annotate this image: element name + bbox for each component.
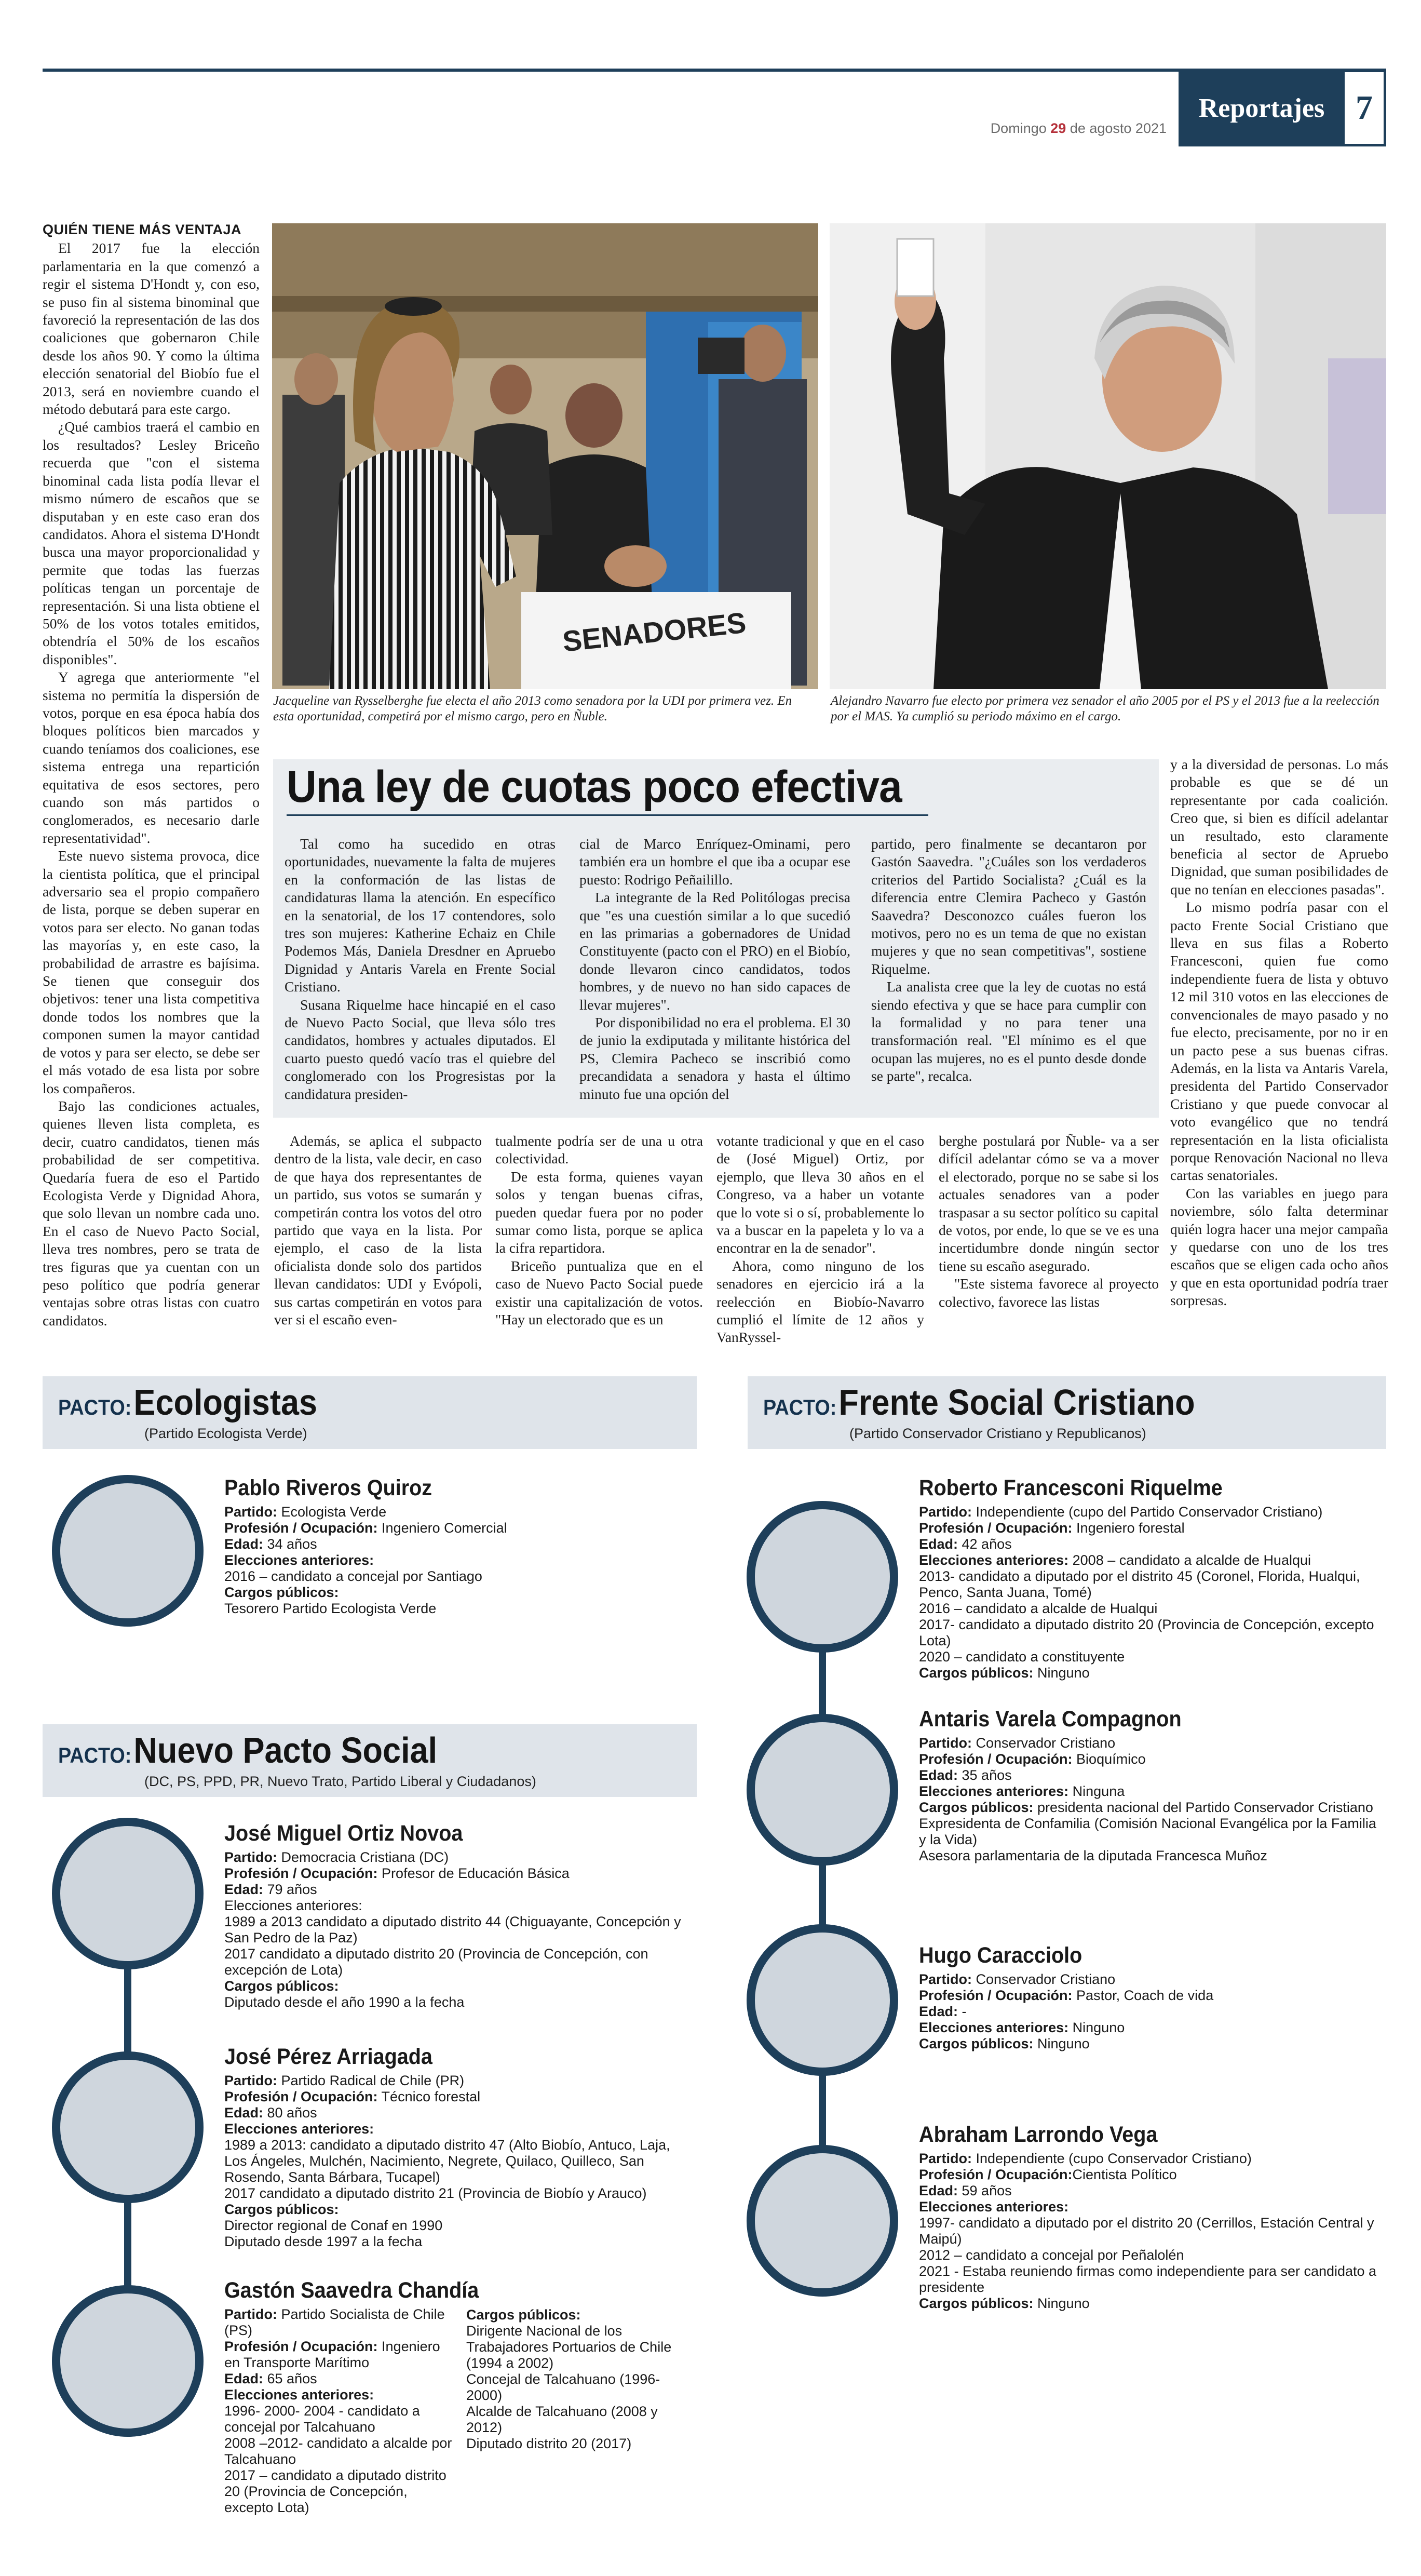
avatar-roberto-francesconi — [747, 1501, 898, 1653]
candidate-detail-key: Elecciones anteriores: — [224, 2387, 374, 2403]
left-column-kicker: QUIÉN TIENE MÁS VENTAJA — [43, 222, 242, 237]
candidate-detail-line — [224, 2185, 681, 2202]
candidate-detail-line — [919, 1783, 1386, 1800]
lower-col-3 — [716, 1132, 924, 1347]
pact-ecologistas-label: PACTO: — [58, 1395, 132, 1419]
candidate-name: Roberto Francesconi Riquelme — [919, 1475, 1223, 1500]
candidate-detail-key: Profesión / Ocupación: — [224, 1866, 378, 1881]
candidate-detail-line — [224, 2202, 681, 2218]
candidate-detail-value: Técnico forestal — [377, 2089, 481, 2104]
sidebar-box-title: Una ley de cuotas poco efectiva — [287, 762, 902, 812]
candidate-hugo-caracciolo — [919, 1942, 1386, 2052]
candidate-detail-key: Profesión / Ocupación: — [919, 1751, 1073, 1767]
candidate-detail-key: Elecciones anteriores: — [224, 2121, 374, 2137]
candidate-detail-value: Ninguno — [1033, 1665, 1090, 1681]
candidate-detail-line — [919, 1649, 1386, 1665]
candidate-detail-line — [919, 1735, 1386, 1751]
candidate-detail-value: Conservador Cristiano — [972, 1971, 1116, 1987]
candidate-detail-line — [919, 1520, 1386, 1536]
lower-column-paragraph: Ahora, como ninguno de los senadores en ejercicio irá a la reelección en Biobío-Navarro cumplió el límite de 12 años y VanRyssel- — [716, 1257, 924, 1346]
candidate-detail-value: 2017 – candidato a diputado distrito 20 (Provincia de Concepción, excepto Lota) — [224, 2467, 446, 2515]
candidate-detail-value: 2016 – candidato a alcalde de Hualqui — [919, 1601, 1158, 1616]
candidate-detail-line — [919, 1848, 1386, 1864]
candidate-detail-value: Dirigente Nacional de los Trabajadores Portuarios de Chile (1994 a 2002) — [466, 2323, 672, 2371]
candidate-detail-line — [224, 2137, 681, 2185]
candidate-detail-line — [466, 2436, 695, 2452]
candidate-detail-value: 1997- candidato a diputado por el distrito 20 (Cerrillos, Estación Central y Maipú) — [919, 2215, 1374, 2247]
candidate-detail-line — [919, 1816, 1386, 1848]
candidate-detail-key: Cargos públicos: — [466, 2307, 581, 2323]
sidebar-box-col-3 — [871, 835, 1146, 1085]
candidate-detail-value: Expresidenta de Confamilia (Comisión Nacional Evangélica por la Familia y la Vida) — [919, 1816, 1376, 1847]
candidate-detail-value: Independiente (cupo del Partido Conservador Cristiano) — [972, 1504, 1323, 1520]
lower-col-2 — [495, 1132, 703, 1329]
candidate-detail-line — [919, 2296, 1386, 2312]
candidate-detail-line — [224, 1568, 692, 1585]
sidebar-box-paragraph: Susana Riquelme hace hincapié en el caso de Nuevo Pacto Social, que lleva sólo tres candidatos, hombres y actuales diputados. El cuarto puesto quedó vacío tras el quiebre del conglomerado con los Progresistas por la candidatura presiden- — [285, 996, 556, 1102]
sidebar-box-paragraph: partido, pero finalmente se decantaron por Gastón Saavedra. "¿Cuáles son los verdaderos criterios del Partido Socialista? ¿Cuál es la diferencia entre Clemira Pacheco y Gastón Saavedra? Desconozco cuáles fueron los motivos, pero no es un tema de que no existan mujeres y que no sean competitivas", sostiene Riquelme. — [871, 836, 1146, 977]
candidate-detail-key: Elecciones anteriores: — [919, 2199, 1069, 2215]
candidate-detail-value: Ninguna — [1068, 1783, 1125, 1799]
candidate-detail-key: Edad: — [919, 2183, 958, 2198]
right-column — [1170, 756, 1388, 1310]
candidate-detail-line — [224, 2089, 681, 2105]
candidate-abraham-larrondo — [919, 2122, 1386, 2312]
pact-ecologistas-title — [58, 1381, 317, 1423]
sidebar-box-col-2 — [579, 835, 850, 1103]
candidate-detail-line — [919, 2151, 1386, 2167]
left-column-paragraph: El 2017 fue la elección parlamentaria en la que comenzó a regir el sistema D'Hondt y, con eso, se puso fin al sistema binominal que favoreció la representación de las dos coaliciones que gobernaron Chile desde los años 90. Y como la última elección senatorial del Biobío fue el 2013, será en noviembre cuando el método debutará para este cargo. — [43, 240, 260, 418]
candidate-detail-line — [919, 1800, 1386, 1816]
candidate-detail-key: Profesión / Ocupación: — [224, 2089, 378, 2104]
pact-ecologistas-name: Ecologistas — [133, 1382, 318, 1423]
candidate-name: José Miguel Ortiz Novoa — [224, 1821, 463, 1846]
candidate-name: Antaris Varela Compagnon — [919, 1707, 1182, 1732]
issue-date: Domingo 29 de agosto 2021 — [990, 120, 1167, 136]
lower-col-1 — [274, 1132, 482, 1329]
candidate-detail-line — [919, 2263, 1386, 2296]
candidate-detail-value: Ingeniero Comercial — [377, 1520, 507, 1536]
candidate-detail-value: Ninguno — [1068, 2020, 1125, 2035]
candidate-detail-value: 2017 candidato a diputado distrito 21 (Provincia de Biobío y Arauco) — [224, 2185, 647, 2201]
lower-col-4 — [939, 1132, 1159, 1311]
candidate-detail-value: 2017 candidato a diputado distrito 20 (Provincia de Concepción, con excepción de Lota) — [224, 1946, 648, 1978]
candidate-detail-value: Concejal de Talcahuano (1996-2000) — [466, 2371, 660, 2403]
candidate-detail-key: Partido: — [919, 2151, 972, 2166]
candidate-detail-line — [919, 1504, 1386, 1520]
candidate-detail-value: Asesora parlamentaria de la diputada Francesca Muñoz — [919, 1848, 1267, 1863]
candidate-detail-line — [224, 1946, 681, 1978]
candidate-detail-line — [466, 2371, 695, 2404]
candidate-detail-line — [919, 2247, 1386, 2263]
pact-ecologistas-sub: (Partido Ecologista Verde) — [144, 1426, 307, 1441]
lower-col-1-text: Además, se aplica el subpacto dentro de la lista, vale decir, en caso de que haya dos representantes de un partido, sus votos se sumarán y competirán contra los votos del otro partido que vaya en la lista. Por ejemplo, el caso de la lista oficialista donde solo dos partidos llevan candidatos: UDI y Evópoli, sus cartas competirán en votos para ver si el escaño even- — [274, 1133, 482, 1328]
candidate-detail-line — [224, 1978, 681, 1994]
candidate-detail-value: Diputado desde 1997 a la fecha — [224, 2234, 423, 2249]
left-column-paragraph: Este nuevo sistema provoca, dice la cientista política, que el principal adversario sea el propio compañero de lista, porque se deben superar en votos para ser electo. No ganan todas las mayorías y, en este caso, la probabilidad de arrastre es bajísima. Se tienen que conseguir dos objetivos: tener una lista competitiva donde todos los nombres que la componen sumen la mayor cantidad de votos y para ser electo, se debe ser el más votado de esa lista por sobre los compañeros. — [43, 848, 260, 1096]
photo-van-rysselberghe-graphic — [272, 223, 818, 689]
candidate-detail-value: 2021 - Estaba reuniendo firmas como independiente para ser candidato a presidente — [919, 2263, 1377, 2295]
candidate-detail-line — [224, 2234, 681, 2250]
candidate-detail-key: Partido: — [224, 2306, 278, 2322]
candidate-detail-line — [224, 1536, 692, 1552]
pact-frente-label: PACTO: — [763, 1395, 837, 1419]
candidate-detail-line — [919, 2199, 1386, 2215]
candidate-detail-value: 59 años — [958, 2183, 1012, 2198]
candidate-detail-key: Partido: — [919, 1504, 972, 1520]
candidate-detail-value: Bioquímico — [1072, 1751, 1146, 1767]
candidate-detail-key: Cargos públicos: — [224, 2202, 339, 2217]
candidate-detail-key: Profesión / Ocupación: — [224, 1520, 378, 1536]
photo-van-rysselberghe-caption: Jacqueline van Rysselberghe fue electa el año 2013 como senadora por la UDI por primera vez. En esta oportunidad, competirá por el mismo cargo, pero en Ñuble. — [273, 694, 792, 723]
pact-nuevo-label: PACTO: — [58, 1743, 132, 1767]
candidate-detail-key: Elecciones anteriores: — [919, 2020, 1069, 2035]
candidate-detail-line — [224, 2073, 681, 2089]
candidate-detail-line — [224, 2218, 681, 2234]
left-column-paragraph: ¿Qué cambios traerá el cambio en los resultados? Lesley Briceño recuerda que "con el sistema binominal cada lista podía llevar el mismo número de escaños que se disputaban y en este caso eran dos candidatos. Ahora el sistema D'Hondt busca una mayor proporcionalidad y permite que todas las fuerzas políticas tengan un porcentaje de representación. Si una lista obtiene el 50% de los votos totales emitidos, obtendría el 50% de los escaños disponibles". — [43, 419, 260, 667]
candidate-antaris-varela — [919, 1706, 1386, 1864]
section-label: Reportajes — [1179, 70, 1345, 146]
candidate-detail-line — [224, 2105, 681, 2121]
candidate-detail-line — [919, 1568, 1386, 1601]
candidate-roberto-francesconi — [919, 1475, 1386, 1681]
candidate-detail-value: 35 años — [958, 1767, 1012, 1783]
candidate-detail-line — [224, 1882, 681, 1898]
candidate-detail-value: Director regional de Conaf en 1990 — [224, 2218, 443, 2233]
candidate-detail-line — [224, 1585, 692, 1601]
sidebar-box-paragraph: La analista cree que la ley de cuotas no está siendo efectiva y que se hace para cumplir con la formalidad y no para tener una transformación real. "El mínimo es el que ocupan las mujeres, no es el punto desde donde se parte", recalca. — [871, 978, 1146, 1084]
lower-column-paragraph: Briceño puntualiza que en el caso de Nuevo Pacto Social puede existir una capitalización de votos. "Hay un electorado que es un — [495, 1257, 703, 1328]
photo-van-rysselberghe — [272, 223, 818, 689]
candidate-detail-value: Tesorero Partido Ecologista Verde — [224, 1601, 437, 1616]
avatar-hugo-caracciolo — [747, 1924, 898, 2076]
candidate-detail-value: - — [958, 2004, 967, 2019]
candidate-detail-value: 2012 – candidato a concejal por Peñalolén — [919, 2247, 1184, 2263]
candidate-detail-key: Cargos públicos: — [224, 1978, 339, 1994]
candidate-detail-value: 42 años — [958, 1536, 1012, 1552]
candidate-detail-line — [224, 2371, 453, 2387]
candidate-detail-value: 80 años — [263, 2105, 317, 2121]
candidate-detail-value: Partido Socialista de Chile (PS) — [224, 2306, 445, 2338]
candidate-detail-value: 1996- 2000- 2004 - candidato a concejal por Talcahuano — [224, 2403, 420, 2435]
candidate-detail-line — [466, 2307, 695, 2323]
lower-column-paragraph: berghe postulará por Ñuble- va a ser difícil adelantar cómo se va a mover el electorado, porque no se sabe si los actuales senadores van a poder traspasar a su sector político su capital de votos, por ende, lo que se ve es una incertidumbre donde ningún sector tiene su escaño asegurado. — [939, 1133, 1159, 1274]
candidate-detail-line — [224, 2387, 453, 2403]
candidate-detail-value: Ninguno — [1033, 2296, 1090, 2311]
candidate-detail-line — [224, 1601, 692, 1617]
candidate-detail-line — [224, 2403, 453, 2435]
candidate-name: Hugo Caracciolo — [919, 1943, 1082, 1968]
candidate-detail-key: Cargos públicos: — [919, 2296, 1034, 2311]
photo-navarro — [830, 223, 1386, 689]
candidate-detail-key: Edad: — [224, 2105, 264, 2121]
page-number: 7 — [1345, 70, 1386, 146]
lower-column-paragraph: De esta forma, quienes vayan solos y tengan buenas cifras, pueden quedar fuera por no poder sumar como lista, porque se aplica la cifra repartidora. — [495, 1168, 703, 1256]
avatar-gaston-saavedra — [52, 2285, 204, 2437]
candidate-detail-value: 2008 –2012- candidato a alcalde por Talcahuano — [224, 2435, 452, 2467]
candidate-detail-line — [919, 2036, 1386, 2052]
candidate-detail-key: Cargos públicos: — [919, 1800, 1034, 1815]
sidebar-box-paragraph: La integrante de la Red Politólogas precisa que "es una cuestión similar a lo que sucedió en las primarias a gobernadores de Unidad Constituyente (pacto con el PRO) en el Biobío, donde llevaron cinco candidatos, todos hombres, y de nuevo no han sido capaces de llevar mujeres". — [579, 889, 850, 1013]
candidate-detail-key: Partido: — [919, 1971, 972, 1987]
photo-navarro-caption: Alejandro Navarro fue electo por primera vez senador el año 2005 por el PS y el 2013 fue a la reelección por el MAS. Ya cumplió su periodo máximo en el cargo. — [831, 694, 1379, 723]
candidate-name: José Pérez Arriagada — [224, 2044, 432, 2069]
candidate-detail-line — [466, 2404, 695, 2436]
candidate-name: Pablo Riveros Quiroz — [224, 1475, 432, 1500]
candidate-name: Abraham Larrondo Vega — [919, 2122, 1158, 2147]
candidate-detail-value: Ninguno — [1033, 2036, 1090, 2051]
avatar-antaris-varela — [747, 1714, 898, 1866]
candidate-detail-key: Partido: — [224, 1504, 278, 1520]
pact-frente-sub: (Partido Conservador Cristiano y Republicanos) — [849, 1426, 1146, 1441]
sidebar-box-paragraph: Por disponibilidad no era el problema. El 30 de junio la exdiputada y militante histórica del PS, Clemira Pacheco se inscribió como precandidata a senadora y hasta el último minuto fue una opción del — [579, 1014, 850, 1102]
candidate-detail-value: Diputado desde el año 1990 a la fecha — [224, 1994, 465, 2010]
candidate-detail-value: 1989 a 2013 candidato a diputado distrito 44 (Chiguayante, Concepción y San Pedro de la Paz) — [224, 1914, 681, 1946]
candidate-detail-key: Edad: — [919, 1536, 958, 1552]
candidate-detail-key: Edad: — [919, 1767, 958, 1783]
candidate-detail-line — [919, 2167, 1386, 2183]
candidate-detail-line — [919, 2004, 1386, 2020]
sidebar-box-paragraph: cial de Marco Enríquez-Ominami, pero también era un hombre el que iba a ocupar ese puesto: Rodrigo Peñailillo. — [579, 836, 850, 888]
candidate-detail-key: Profesión / Ocupación: — [224, 2339, 378, 2354]
avatar-abraham-larrondo — [747, 2145, 898, 2297]
candidate-detail-line — [919, 1552, 1386, 1568]
candidate-detail-value: Alcalde de Talcahuano (2008 y 2012) — [466, 2404, 658, 2435]
candidate-name: Gastón Saavedra Chandía — [224, 2278, 479, 2303]
candidate-detail-value: 65 años — [263, 2371, 317, 2386]
candidate-detail-line — [224, 1914, 681, 1946]
candidate-detail-key: Partido: — [224, 2073, 278, 2088]
sidebar-box-title-rule — [287, 814, 928, 816]
candidate-detail-key: Partido: — [224, 1849, 278, 1865]
candidate-detail-value: Ingeniero en Transporte Marítimo — [224, 2339, 440, 2370]
left-column — [43, 221, 260, 1330]
candidate-detail-line — [224, 1520, 692, 1536]
candidate-detail-line — [919, 2020, 1386, 2036]
candidate-detail-value: Ecologista Verde — [277, 1504, 387, 1520]
right-column-paragraph: y a la diversidad de personas. Lo más probable es que se dé un representante por cada coalición. Creo que, si bien es difícil adelantar un resultado, esto claramente beneficia al sector de Apruebo Dignidad, que suman posibilidades de que no tenían en elecciones pasadas". — [1170, 756, 1388, 897]
candidate-detail-value: Independiente (cupo Conservador Cristiano) — [972, 2151, 1252, 2166]
candidate-detail-key: Profesión / Ocupación: — [919, 2167, 1073, 2182]
candidate-jose-perez — [224, 2044, 681, 2250]
candidate-detail-line — [224, 1866, 681, 1882]
candidate-detail-line — [919, 2183, 1386, 2199]
pact-nuevo-title — [58, 1729, 437, 1771]
candidate-detail-line — [224, 1849, 681, 1866]
candidate-detail-line — [919, 1601, 1386, 1617]
candidate-detail-line — [224, 2435, 453, 2467]
candidate-detail-value: 79 años — [263, 1882, 317, 1897]
pact-nuevo-name: Nuevo Pacto Social — [133, 1730, 438, 1770]
right-column-paragraph: Con las variables en juego para noviembre, sólo falta determinar quién logra hacer una mejor campaña y quedarse con uno de los tres escaños que se eligen cada ocho años y que en esta oportunidad podría traer sorpresas. — [1170, 1185, 1388, 1309]
candidate-detail-line — [466, 2323, 695, 2371]
candidate-detail-line — [224, 2467, 453, 2516]
candidate-detail-key: Partido: — [919, 1735, 972, 1751]
candidate-detail-key: Elecciones anteriores: — [919, 1783, 1069, 1799]
candidate-detail-value: 34 años — [263, 1536, 317, 1552]
pact-frente-title — [763, 1381, 1195, 1423]
candidate-detail-value: Democracia Cristiana (DC) — [277, 1849, 449, 1865]
avatar-pablo-riveros — [52, 1475, 204, 1627]
candidate-detail-line — [224, 2306, 453, 2339]
candidate-detail-value: 2008 – candidato a alcalde de Hualqui — [1068, 1552, 1311, 1568]
lower-column-paragraph: votante tradicional y que en el caso de (José Miguel) Ortiz, por ejemplo, que lleva 30 años en el Congreso, va a haber un votante que lo vote si o sí, probablemente lo va a buscar en la papeleta y lo va a encontrar en la de senador". — [716, 1133, 924, 1256]
candidate-detail-key: Cargos públicos: — [224, 1585, 339, 1600]
candidate-detail-key: Profesión / Ocupación: — [919, 1520, 1073, 1536]
candidate-gaston-saavedra-cargos — [466, 2307, 695, 2452]
photo-navarro-graphic — [830, 223, 1386, 689]
candidate-detail-line — [919, 1988, 1386, 2004]
candidate-detail-value: Elecciones anteriores: — [224, 1898, 362, 1913]
candidate-detail-line — [919, 1665, 1386, 1681]
candidate-detail-line — [224, 2339, 453, 2371]
candidate-detail-key: Edad: — [224, 1882, 264, 1897]
candidate-jose-miguel-ortiz — [224, 1820, 681, 2010]
candidate-detail-value: Ingeniero forestal — [1072, 1520, 1185, 1536]
pact-frente-name: Frente Social Cristiano — [838, 1382, 1195, 1423]
candidate-detail-line — [919, 1536, 1386, 1552]
candidate-detail-line — [224, 1898, 681, 1914]
candidate-detail-line — [224, 2121, 681, 2137]
candidate-detail-key: Edad: — [224, 2371, 264, 2386]
candidate-detail-value: 2020 – candidato a constituyente — [919, 1649, 1125, 1665]
candidate-detail-line — [919, 1971, 1386, 1988]
left-column-paragraphs — [43, 239, 260, 1330]
candidate-detail-value: Diputado distrito 20 (2017) — [466, 2436, 632, 2451]
candidate-detail-key: Edad: — [919, 2004, 958, 2019]
candidate-detail-value: 2016 – candidato a concejal por Santiago — [224, 1568, 482, 1584]
candidate-detail-value: Conservador Cristiano — [972, 1735, 1116, 1751]
avatar-jose-miguel-ortiz — [52, 1818, 204, 1969]
candidate-detail-key: Cargos públicos: — [919, 1665, 1034, 1681]
candidate-gaston-saavedra — [224, 2277, 479, 2516]
candidate-detail-key: Elecciones anteriores: — [919, 1552, 1069, 1568]
candidate-detail-line — [919, 1751, 1386, 1767]
candidate-detail-key: Cargos públicos: — [919, 2036, 1034, 2051]
candidate-detail-line — [224, 1552, 692, 1568]
candidate-detail-value: 2017- candidato a diputado distrito 20 (Provincia de Concepción, excepto Lota) — [919, 1617, 1374, 1648]
sidebar-box-col-1 — [285, 835, 556, 1103]
candidate-detail-value: Partido Radical de Chile (PR) — [277, 2073, 465, 2088]
candidate-detail-value: 1989 a 2013: candidato a diputado distrito 47 (Alto Biobío, Antuco, Laja, Los Ángeles, Mulchén, Nacimiento, Negrete, Quilaco, Quilleco, San Rosendo, Santa Bárbara, Tucapel) — [224, 2137, 670, 2185]
right-column-paragraph: Lo mismo podría pasar con el pacto Frente Social Cristiano que lleva en sus filas a Roberto Francesconi, quien fue como independiente fuera de lista y obtuvo 12 mil 310 votos en las elecciones de convencionales de mayo pasado y no fue electo, precisamente, por no ir en un pacto pese a sus buenas cifras. Además, en la lista va Antaris Varela, presidenta del Partido Conservador Cristiano y que puede convocar al voto evangélico que no tendrá representación en la lista oficialista porque Renovación Nacional no lleva cartas senatoriales. — [1170, 899, 1388, 1184]
left-column-paragraph: Bajo las condiciones actuales, quienes lleven lista completa, es decir, cuatro candidatos, tienen más probabilidad de ser competitiva. Quedaría fuera de eso el Partido Ecologista Verde y Dignidad Ahora, que solo llevan un nombre cada uno. En el caso de Nuevo Pacto Social, lleva tres nombres, pero se trata de tres figuras que ya cuentan con un peso político que podría generar ventajas sobre otras listas con cuatro candidatos. — [43, 1097, 260, 1329]
candidate-detail-key: Elecciones anteriores: — [224, 1552, 374, 1568]
candidate-detail-line — [919, 1767, 1386, 1783]
lower-column-paragraph: "Este sistema favorece al proyecto colectivo, favorece las listas — [939, 1276, 1159, 1310]
candidate-detail-value: Profesor de Educación Básica — [377, 1866, 570, 1881]
ballot-box-label: SENADORES — [561, 606, 748, 658]
pact-nuevo-sub: (DC, PS, PPD, PR, Nuevo Trato, Partido Liberal y Ciudadanos) — [144, 1774, 536, 1789]
left-column-paragraph: Y agrega que anteriormente "el sistema no permitía la dispersión de votos, porque en esa época había dos bloques políticos bien marcados y cuando teníamos dos coaliciones, ese sistema entrega una repartición equitativa de esos sectores, pero cuando son más partidos o conglomerados, es necesario darle representatividad". — [43, 669, 260, 846]
avatar-jose-perez — [52, 2051, 204, 2203]
candidate-detail-line — [224, 1994, 681, 2010]
sidebar-box-paragraph: Tal como ha sucedido en otras oportunidades, nuevamente la falta de mujeres en la conformación de las listas de candidaturas llama la atención. En específico en la senatorial, de los 17 contendores, solo tres son mujeres: Katherine Echaiz en Chile Podemos Más, Daniela Dresdner en Apruebo Dignidad y Antaris Varela en Frente Social Cristiano. — [285, 836, 556, 995]
candidate-detail-key: Edad: — [224, 1536, 264, 1552]
candidate-detail-value: Cientista Político — [1072, 2167, 1177, 2182]
lower-column-paragraph: tualmente podría ser de una u otra colectividad. — [495, 1133, 703, 1167]
candidate-detail-key: Profesión / Ocupación: — [919, 1988, 1073, 2003]
candidate-detail-value: Pastor, Coach de vida — [1072, 1988, 1214, 2003]
candidate-detail-line — [224, 1504, 692, 1520]
candidate-detail-line — [919, 2215, 1386, 2247]
candidate-detail-value: presidenta nacional del Partido Conservador Cristiano — [1033, 1800, 1373, 1815]
candidate-pablo-riveros — [224, 1475, 692, 1617]
candidate-detail-line — [919, 1617, 1386, 1649]
candidate-detail-value: 2013- candidato a diputado por el distrito 45 (Coronel, Florida, Hualqui, Penco, Santa Juana, Tomé) — [919, 1568, 1360, 1600]
